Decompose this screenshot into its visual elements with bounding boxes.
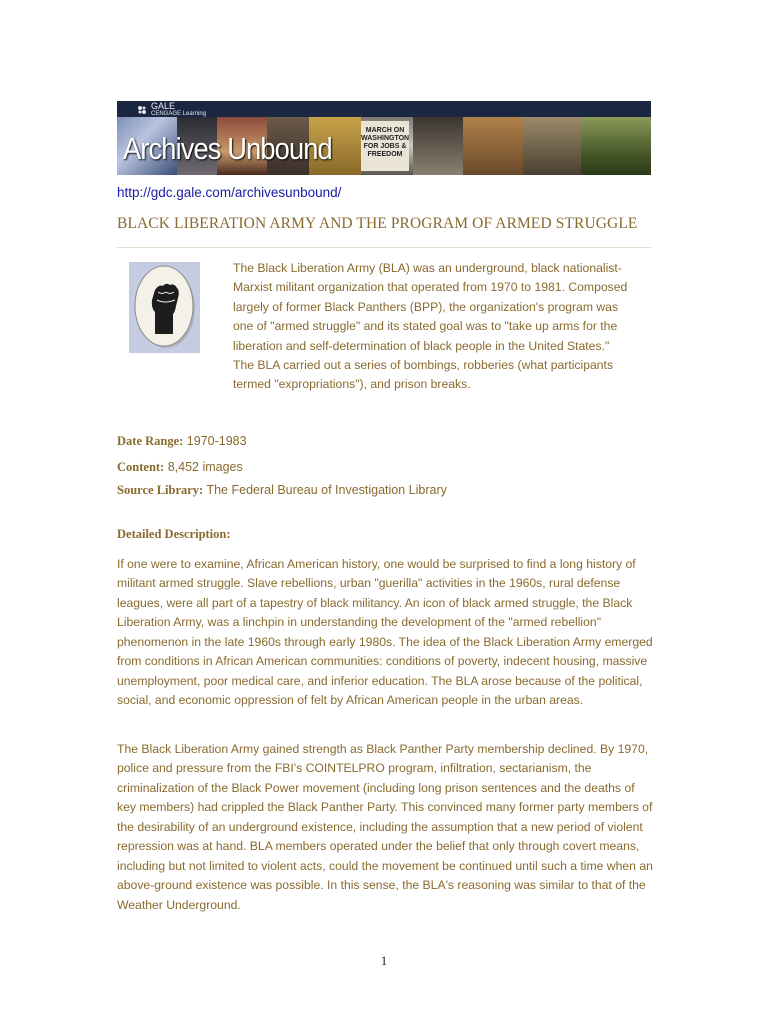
- content-label: Content:: [117, 460, 165, 474]
- gale-logo-text: GALE: [151, 101, 176, 111]
- archives-unbound-banner: [117, 101, 651, 175]
- source-library-label: Source Library:: [117, 483, 204, 497]
- description-paragraph-2: The Black Liberation Army gained strength as Black Panther Party membership declined. By 1970, police and pressure from the FBI's COINTELPRO program, infiltration, sectarianism, the criminalization of the Black Power movement (including long prison sentences and the deaths of key members) had crippled the Black Panther Party. This convinced many former party members of the desirability of an underground existence, including the assumption that a new period of violent repression was at hand. BLA members operated under the belief that only through covert means, including but not limited to violent acts, could the movement be continued until such a time when an above-ground existence was possible. In this sense, the BLA's reasoning was similar to that of the Weather Underground.: [117, 742, 653, 912]
- gale-logo-icon: [137, 105, 147, 115]
- march-sign-photo: MARCH ON WASHINGTON FOR JOBS & FREEDOM: [361, 121, 409, 171]
- date-range-value: 1970-1983: [186, 434, 247, 448]
- title-divider: [117, 247, 651, 248]
- document-page: [117, 101, 653, 912]
- content-row: [117, 460, 243, 475]
- raised-fist-icon: [129, 262, 200, 353]
- archives-unbound-link[interactable]: http://gdc.gale.com/archivesunbound/: [117, 185, 342, 200]
- banner-title: Archives Unbound: [123, 131, 332, 166]
- page-number: 1: [380, 953, 388, 968]
- content-value: 8,452 images: [167, 460, 243, 474]
- date-range-label: Date Range:: [117, 434, 184, 448]
- fist-button-image: [129, 262, 200, 353]
- gale-cengage-logo: [137, 102, 206, 118]
- source-library-row: [117, 483, 447, 498]
- description-paragraph-1: If one were to examine, African American history, one would be surprised to find a long history of militant armed struggle. Slave rebellions, urban "guerilla" activities in the 1960s, rural defense leagues, were all part of a tapestry of black militancy. An icon of black armed struggle, the Black Liberation Army, was a linchpin in understanding the development of the "armed rebellion" phenomenon in the late 1960s through early 1980s. The idea of the Black Liberation Army emerged from conditions in African American communities: conditions of poverty, indecent housing, massive unemployment, poor medical care, and inferior education. The BLA arose because of the political, social, and economic oppression of felt by African American people in the urban areas.: [117, 557, 653, 708]
- detailed-description-heading: Detailed Description:: [117, 527, 231, 541]
- date-range-row: [117, 434, 247, 449]
- cengage-logo-text: CENGAGE Learning: [151, 111, 207, 117]
- document-title: BLACK LIBERATION ARMY AND THE PROGRAM OF ARMED STRUGGLE: [117, 215, 638, 232]
- source-library-value: The Federal Bureau of Investigation Library: [206, 483, 447, 497]
- intro-paragraph: The Black Liberation Army (BLA) was an underground, black nationalist-Marxist militant organization that operated from 1970 to 1981. Composed largely of former Black Panthers (BPP), the organization's program was one of "armed struggle" and its stated goal was to "take up arms for the liberation and self-determination of black people in the United States." The BLA carried out a series of bombings, robberies (what participants termed "expropriations"), and prison breaks.: [233, 261, 628, 392]
